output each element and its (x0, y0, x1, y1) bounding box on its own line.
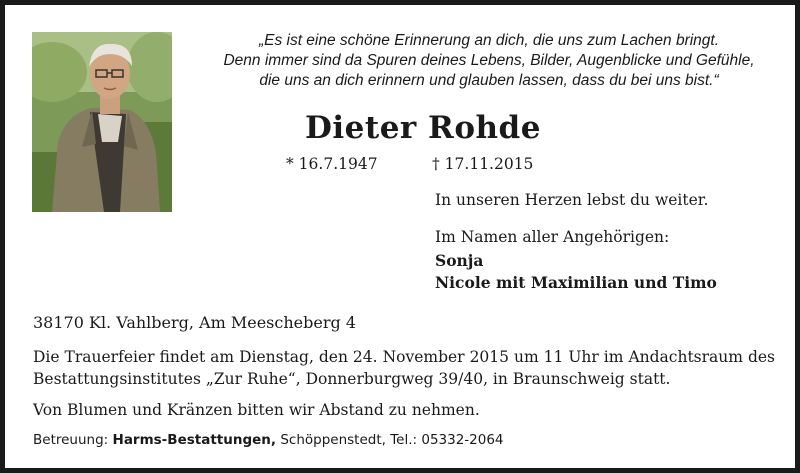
funeral-service-info (33, 346, 775, 390)
memorial-message: In unseren Herzen lebst du weiter. (435, 191, 709, 209)
funeral-home-name: Harms-Bestattungen, (112, 432, 277, 448)
service-line: Die Trauerfeier findet am Dienstag, den 24. November 2015 um 11 Uhr im Andachtsraum des (33, 348, 775, 366)
deceased-name: Dieter Rohde (305, 110, 541, 146)
quote-line: die uns an dich erinnern und glauben lassen, dass du bei uns bist.“ (259, 72, 719, 89)
family-address: 38170 Kl. Vahlberg, Am Meescheberg 4 (33, 313, 356, 332)
birth-date: * 16.7.1947 (286, 155, 378, 173)
quote-line: „Es ist eine schöne Erinnerung an dich, die uns zum Lachen bringt. (258, 32, 720, 49)
memorial-quote (200, 31, 778, 91)
relative-name: Sonja (435, 251, 484, 270)
death-date: † 17.11.2015 (432, 155, 534, 173)
relative-name: Nicole mit Maximilian und Timo (435, 273, 717, 292)
relatives-list (435, 250, 717, 294)
quote-line: Denn immer sind da Spuren deines Lebens, Bilder, Augenblicke und Gefühle, (223, 52, 755, 69)
footer-prefix: Betreuung: (33, 432, 109, 448)
flowers-request: Von Blumen und Kränzen bitten wir Abstand zu nehmen. (33, 401, 480, 419)
portrait-photo (32, 32, 172, 212)
funeral-home-footer (33, 432, 504, 448)
service-line: Bestattungsinstitutes „Zur Ruhe“, Donnerburgweg 39/40, in Braunschweig statt. (33, 370, 671, 388)
funeral-home-contact: Schöppenstedt, Tel.: 05332-2064 (280, 432, 504, 448)
relatives-intro: Im Namen aller Angehörigen: (435, 228, 670, 246)
